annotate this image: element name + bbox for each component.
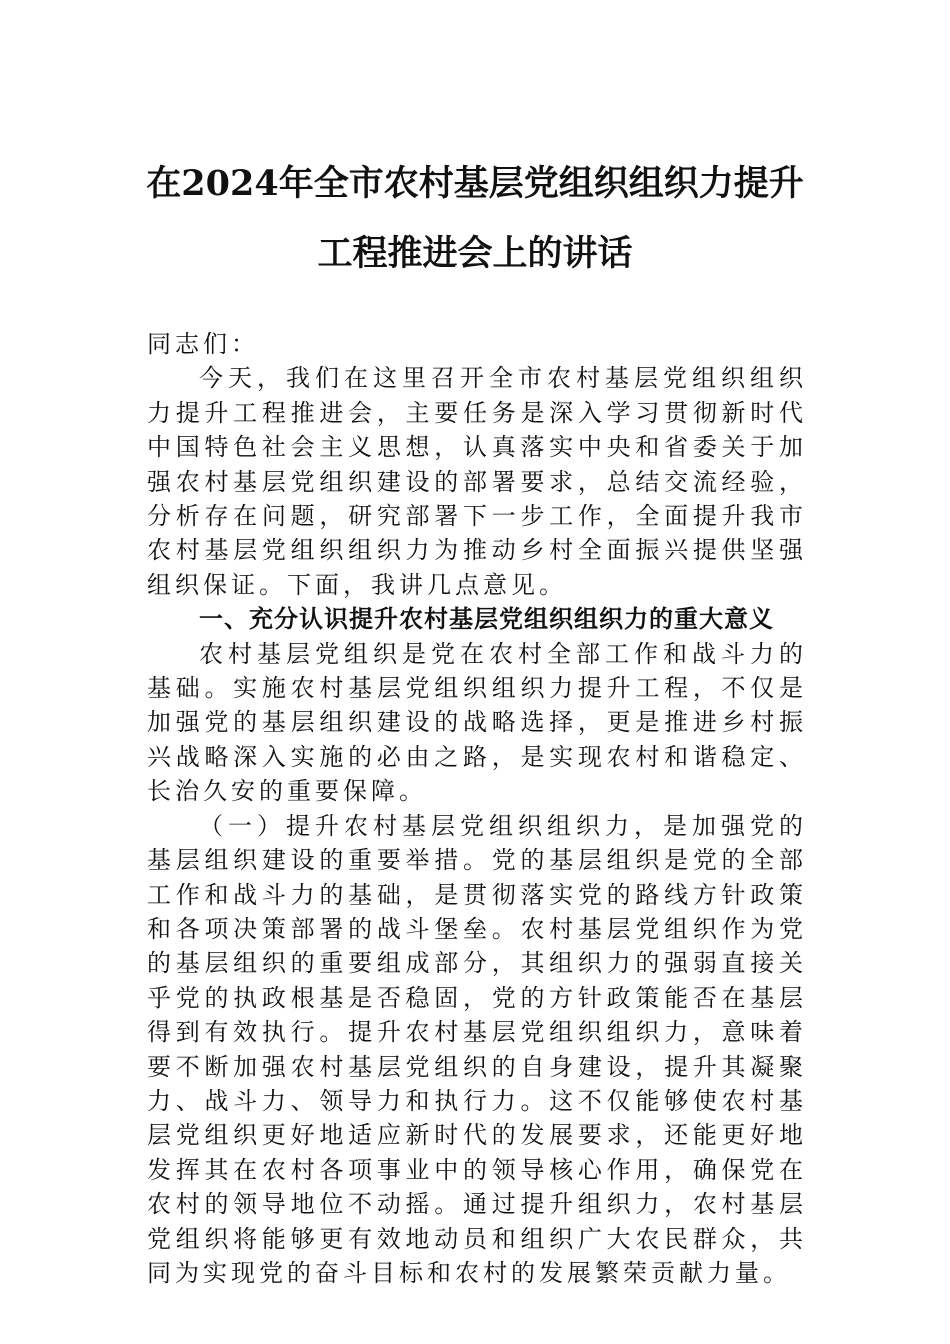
paragraph-section-intro: 农村基层党组织是党在农村全部工作和战斗力的基础。实施农村基层党组织组织力提升工程，不仅是加强党的基层组织建设的战略选择，更是推进乡村振兴战略深入实施的必由之路，是实现农村和谐稳定、长治久安的重要保障。	[147, 639, 807, 806]
document-title-line-1: 在2024年全市农村基层党组织组织力提升	[146, 163, 804, 204]
paragraph-subsection-1: （一）提升农村基层党组织组织力，是加强党的基层组织建设的重要举措。党的基层组织是党的全部工作和战斗力的基础，是贯彻落实党的路线方针政策和各项决策部署的战斗堡垒。农村基层党组织作为党的基层组织的重要组成部分，其组织力的强弱直接关乎党的执政根基是否稳固，党的方针政策能否在基层得到有效执行。提升农村基层党组织组织力，意味着要不断加强农村基层党组织的自身建设，提升其凝聚力、战斗力、领导力和执行力。这不仅能够使农村基层党组织更好地适应新时代的发展要求，还能更好地发挥其在农村各项事业中的领导核心作用，确保党在农村的领导地位不动摇。通过提升组织力，农村基层党组织将能够更有效地动员和组织广大农民群众，共同为实现党的奋斗目标和农村的发展繁荣贡献力量。	[147, 811, 807, 1287]
salutation: 同志们：	[147, 330, 259, 358]
document-body	[147, 327, 807, 1290]
section-heading: 一、充分认识提升农村基层党组织组织力的重大意义	[199, 605, 774, 634]
paragraph-intro: 今天，我们在这里召开全市农村基层党组织组织力提升工程推进会，主要任务是深入学习贯彻新时代中国特色社会主义思想，认真落实中央和省委关于加强农村基层党组织建设的部署要求，总结交流经验，分析存在问题，研究部署下一步工作，全面提升我市农村基层党组织组织力为推动乡村全面振兴提供坚强组织保证。下面，我讲几点意见。	[147, 364, 807, 599]
document-title-line-2: 工程推进会上的讲话	[317, 233, 633, 274]
